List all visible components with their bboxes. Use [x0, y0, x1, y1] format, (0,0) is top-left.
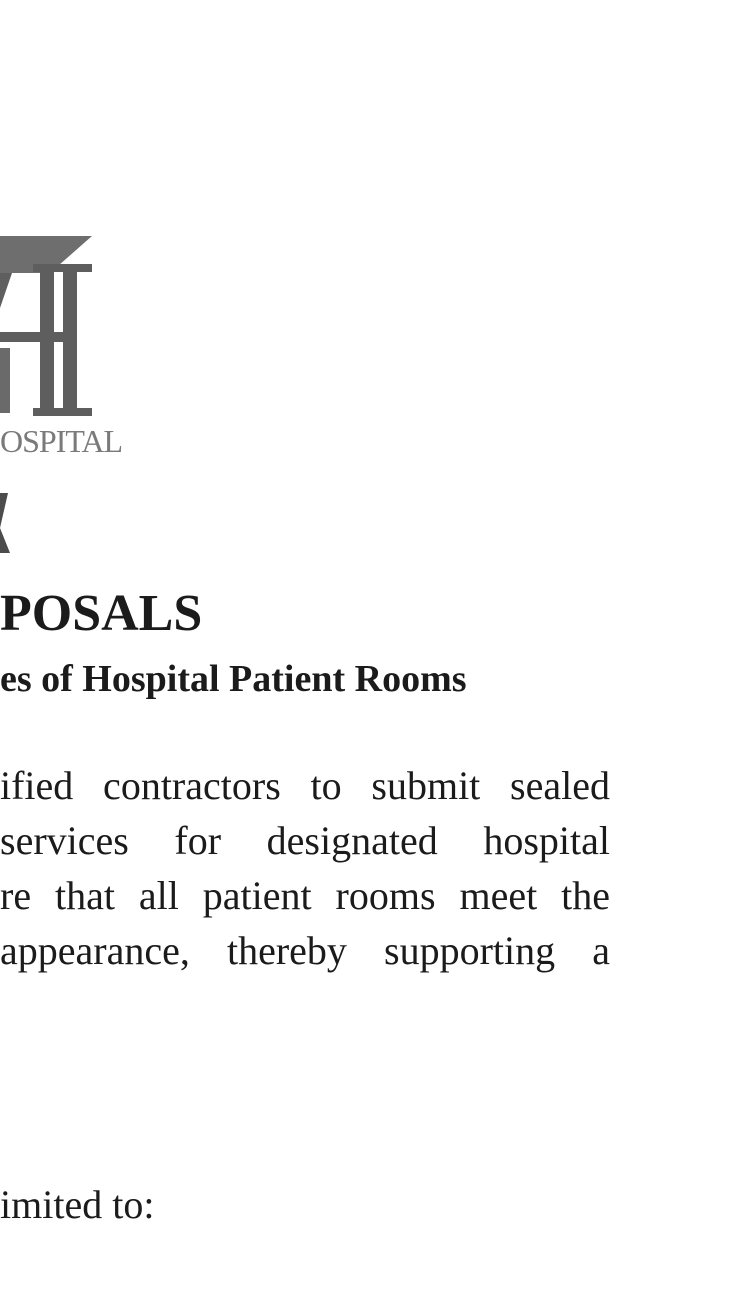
body-paragraph	[0, 758, 610, 978]
hospital-logo	[0, 228, 150, 558]
paragraph-line: services for designated hospital	[0, 818, 610, 863]
page-subtitle: es of Hospital Patient Rooms	[0, 658, 467, 700]
page-title: POSALS	[0, 585, 203, 642]
paragraph-line: appearance, thereby supporting a	[0, 928, 610, 973]
hospital-logo-text: OSPITAL	[0, 423, 122, 459]
hospital-logo-mark	[0, 228, 150, 558]
scope-intro-text: imited to:	[0, 1182, 155, 1227]
paragraph-line: ified contractors to submit sealed	[0, 763, 610, 808]
paragraph-line: re that all patient rooms meet the	[0, 873, 610, 918]
